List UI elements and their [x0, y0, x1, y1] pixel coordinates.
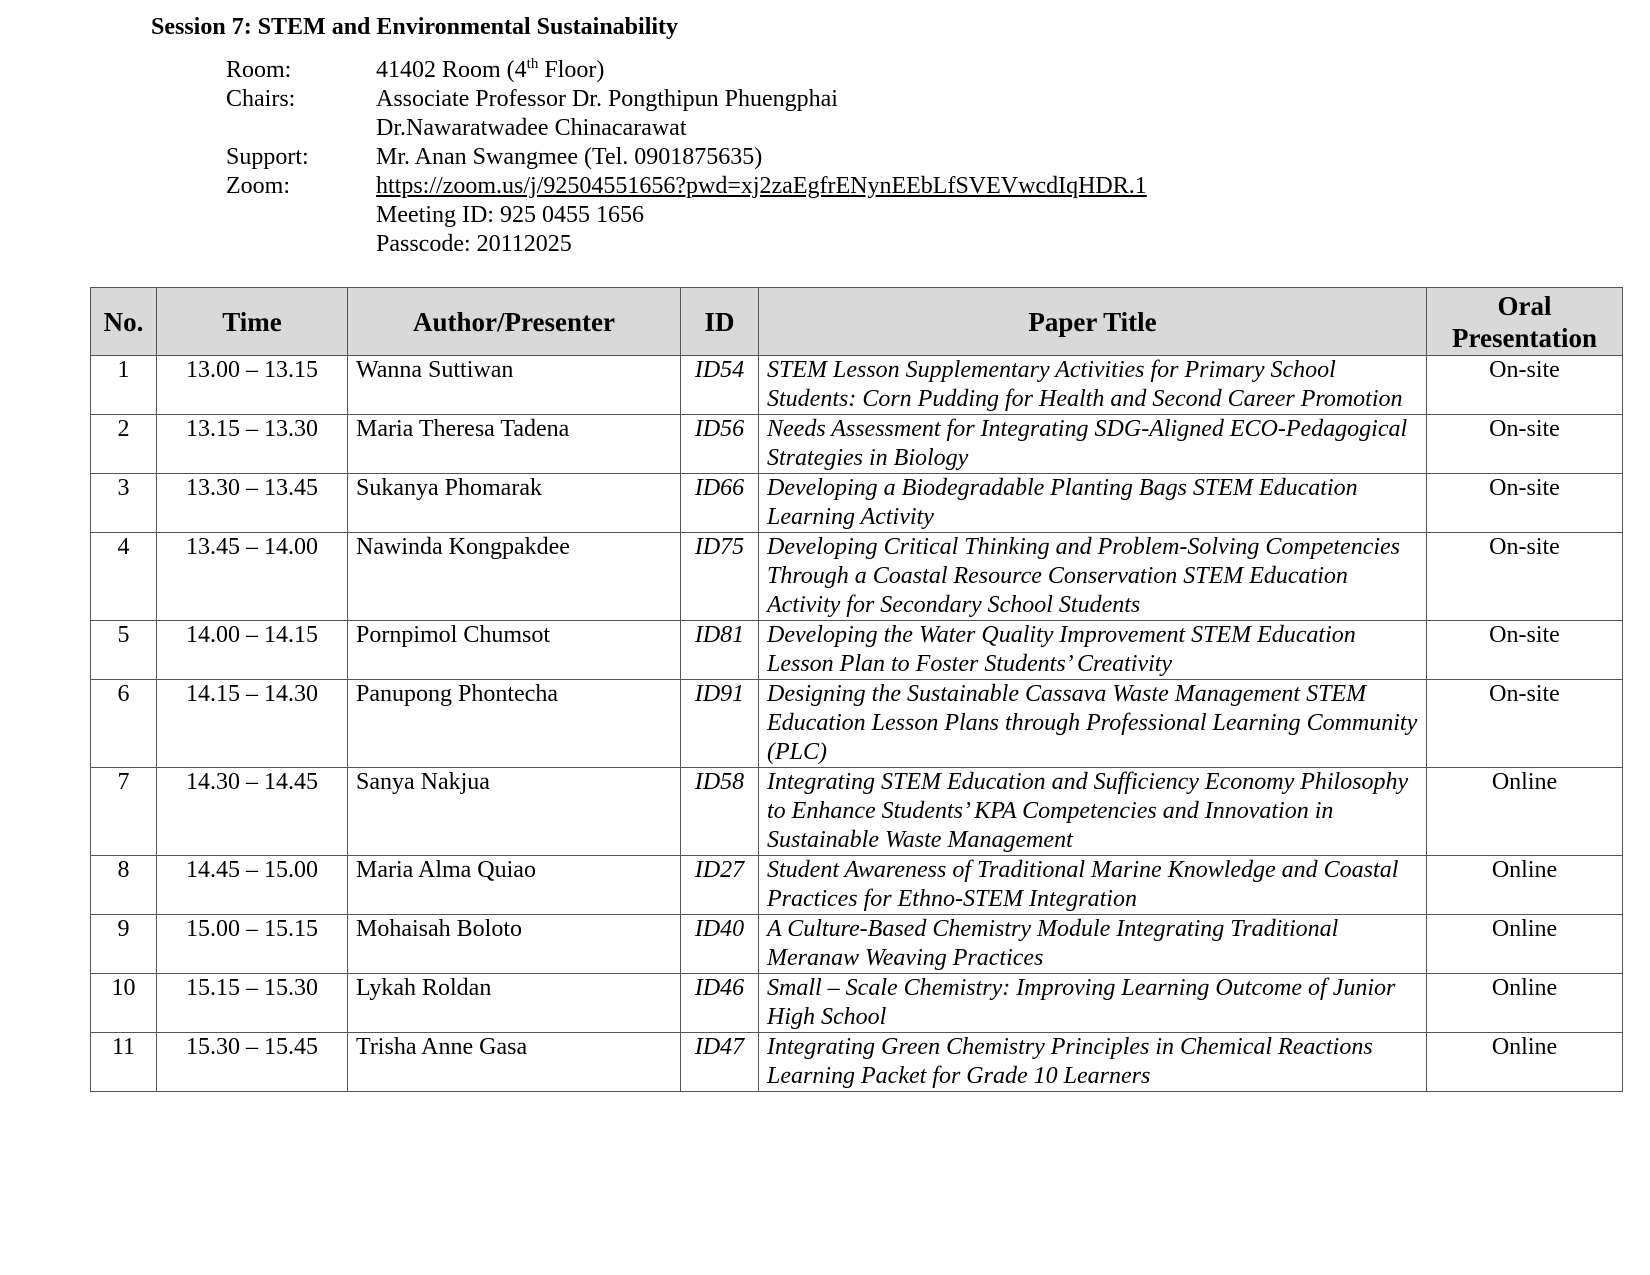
row-presentation-mode: Online [1427, 974, 1623, 1033]
support-value: Mr. Anan Swangmee (Tel. 0901875635) [376, 144, 763, 170]
row-time: 15.30 – 15.45 [157, 1033, 348, 1092]
row-number: 3 [91, 474, 157, 533]
room-row [226, 56, 1147, 85]
row-presentation-mode: Online [1427, 856, 1623, 915]
row-presentation-mode: Online [1427, 768, 1623, 856]
table-row [91, 474, 1623, 533]
row-time: 13.15 – 13.30 [157, 415, 348, 474]
row-number: 5 [91, 621, 157, 680]
meeting-id-row [226, 201, 1147, 230]
row-number: 4 [91, 533, 157, 621]
row-paper-id: ID47 [681, 1033, 759, 1092]
row-paper-id: ID91 [681, 680, 759, 768]
row-paper-title: Developing the Water Quality Improvement STEM Education Lesson Plan to Foster Students’ Creativity [759, 621, 1427, 680]
row-paper-id: ID27 [681, 856, 759, 915]
row-paper-id: ID40 [681, 915, 759, 974]
row-presentation-mode: On-site [1427, 415, 1623, 474]
row-presentation-mode: On-site [1427, 621, 1623, 680]
room-floor: Floor) [538, 57, 605, 83]
table-row [91, 915, 1623, 974]
row-paper-id: ID46 [681, 974, 759, 1033]
row-paper-title: Integrating STEM Education and Sufficiency Economy Philosophy to Enhance Students’ KPA Competencies and Innovation in Sustainable Waste Management [759, 768, 1427, 856]
room-floor-suffix: th [526, 56, 539, 72]
row-author: Pornpimol Chumsot [348, 621, 681, 680]
row-time: 13.45 – 14.00 [157, 533, 348, 621]
row-time: 13.00 – 13.15 [157, 356, 348, 415]
zoom-link[interactable]: https://zoom.us/j/92504551656?pwd=xj2zaEgfrENynEEbLfSVEVwcdIqHDR.1 [376, 173, 1147, 199]
row-presentation-mode: On-site [1427, 680, 1623, 768]
row-author: Mohaisah Boloto [348, 915, 681, 974]
row-number: 10 [91, 974, 157, 1033]
row-time: 15.15 – 15.30 [157, 974, 348, 1033]
row-number: 1 [91, 356, 157, 415]
row-presentation-mode: On-site [1427, 474, 1623, 533]
chairs-row [226, 85, 1147, 114]
row-paper-title: STEM Lesson Supplementary Activities for Primary School Students: Corn Pudding for Health and Second Career Promotion [759, 356, 1427, 415]
schedule-table [90, 287, 1623, 1092]
header-mode-line1: Oral [1497, 290, 1552, 321]
header-no: No. [91, 288, 157, 356]
row-paper-title: Student Awareness of Traditional Marine Knowledge and Coastal Practices for Ethno-STEM Integration [759, 856, 1427, 915]
passcode: Passcode: 20112025 [376, 231, 572, 257]
row-time: 15.00 – 15.15 [157, 915, 348, 974]
row-number: 6 [91, 680, 157, 768]
table-row [91, 1033, 1623, 1092]
row-time: 14.45 – 15.00 [157, 856, 348, 915]
row-paper-title: A Culture-Based Chemistry Module Integrating Traditional Meranaw Weaving Practices [759, 915, 1427, 974]
zoom-label: Zoom: [226, 173, 290, 199]
row-paper-title: Designing the Sustainable Cassava Waste Management STEM Education Lesson Plans through Professional Learning Community (PLC) [759, 680, 1427, 768]
row-author: Panupong Phontecha [348, 680, 681, 768]
row-number: 7 [91, 768, 157, 856]
row-paper-id: ID56 [681, 415, 759, 474]
header-title: Paper Title [759, 288, 1427, 356]
row-author: Wanna Suttiwan [348, 356, 681, 415]
row-author: Lykah Roldan [348, 974, 681, 1033]
row-time: 14.15 – 14.30 [157, 680, 348, 768]
row-paper-id: ID58 [681, 768, 759, 856]
row-paper-id: ID75 [681, 533, 759, 621]
row-number: 11 [91, 1033, 157, 1092]
room-value [376, 56, 604, 85]
row-paper-id: ID54 [681, 356, 759, 415]
row-paper-id: ID66 [681, 474, 759, 533]
table-row [91, 415, 1623, 474]
room-number: 41402 Room (4 [376, 57, 527, 83]
row-time: 14.30 – 14.45 [157, 768, 348, 856]
row-number: 2 [91, 415, 157, 474]
row-paper-title: Small – Scale Chemistry: Improving Learning Outcome of Junior High School [759, 974, 1427, 1033]
row-presentation-mode: Online [1427, 915, 1623, 974]
table-row [91, 356, 1623, 415]
header-id: ID [681, 288, 759, 356]
header-mode-line2: Presentation [1452, 322, 1597, 353]
support-row [226, 143, 1147, 172]
chair-2: Dr.Nawaratwadee Chinacarawat [376, 115, 687, 141]
session-title: Session 7: STEM and Environmental Sustainability [151, 14, 679, 40]
table-row [91, 680, 1623, 768]
row-paper-title: Developing Critical Thinking and Problem-Solving Competencies Through a Coastal Resource Conservation STEM Education Activity for Secondary School Students [759, 533, 1427, 621]
row-number: 9 [91, 915, 157, 974]
row-presentation-mode: On-site [1427, 356, 1623, 415]
header-author: Author/Presenter [348, 288, 681, 356]
table-row [91, 621, 1623, 680]
row-author: Trisha Anne Gasa [348, 1033, 681, 1092]
row-author: Sukanya Phomarak [348, 474, 681, 533]
row-time: 14.00 – 14.15 [157, 621, 348, 680]
row-author: Sanya Nakjua [348, 768, 681, 856]
table-row [91, 768, 1623, 856]
row-paper-title: Integrating Green Chemistry Principles in Chemical Reactions Learning Packet for Grade 10 Learners [759, 1033, 1427, 1092]
row-paper-title: Developing a Biodegradable Planting Bags STEM Education Learning Activity [759, 474, 1427, 533]
table-row [91, 856, 1623, 915]
row-time: 13.30 – 13.45 [157, 474, 348, 533]
chair-1: Associate Professor Dr. Pongthipun Phuengphai [376, 86, 838, 112]
support-label: Support: [226, 144, 309, 170]
header-time: Time [157, 288, 348, 356]
row-author: Maria Theresa Tadena [348, 415, 681, 474]
row-author: Maria Alma Quiao [348, 856, 681, 915]
room-label: Room: [226, 57, 292, 83]
row-paper-id: ID81 [681, 621, 759, 680]
meeting-id: Meeting ID: 925 0455 1656 [376, 202, 644, 228]
table-row [91, 533, 1623, 621]
header-mode [1427, 288, 1623, 356]
row-presentation-mode: On-site [1427, 533, 1623, 621]
row-paper-title: Needs Assessment for Integrating SDG-Aligned ECO-Pedagogical Strategies in Biology [759, 415, 1427, 474]
header-row [91, 288, 1623, 356]
row-author: Nawinda Kongpakdee [348, 533, 681, 621]
session-info [226, 56, 1147, 259]
row-presentation-mode: Online [1427, 1033, 1623, 1092]
chairs-row-2 [226, 114, 1147, 143]
table-row [91, 974, 1623, 1033]
row-number: 8 [91, 856, 157, 915]
passcode-row [226, 230, 1147, 259]
chairs-label: Chairs: [226, 86, 296, 112]
zoom-row [226, 172, 1147, 201]
